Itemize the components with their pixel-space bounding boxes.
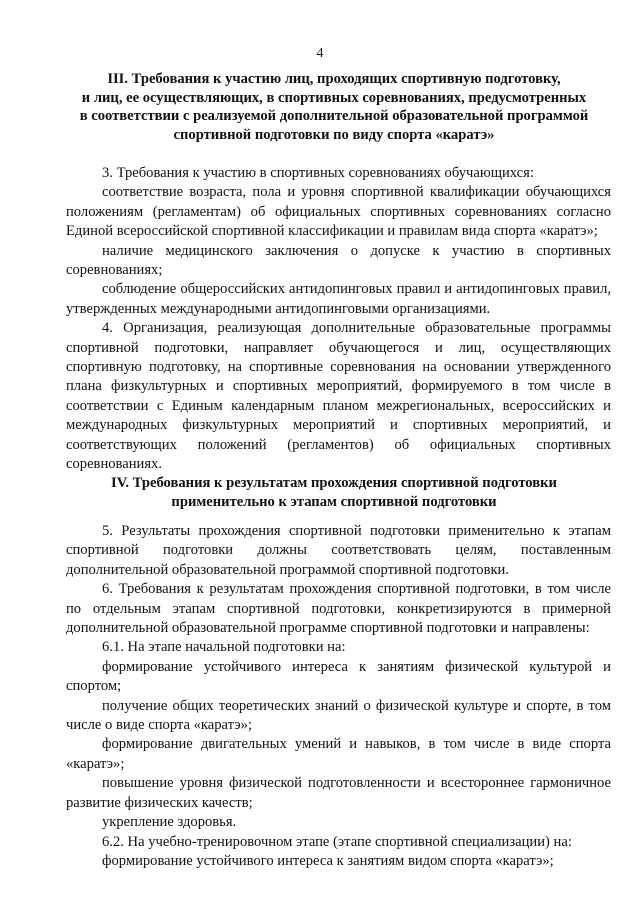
paragraph: 4. Организация, реализующая дополнительные образовательные программы спортивной подготовки, направляет обучающегося и лиц, осуществляющих спортивную подготовку, на спортивные соревнования на основании утвержденного плана физкультурных и спортивных мероприятий, формируемого в том числе в соответствии с Единым календарным планом межрегиональных, всероссийских и международных физкультурных мероприятий и спортивных мероприятий, и соответствующих положений (регламентов) об официальных спортивных соревнованиях. — [66, 320, 611, 473]
paragraph: 6. Требования к результатам прохождения спортивной подготовки, в том числе по отдельным этапам спортивной подготовки, конкретизируются в примерной дополнительной образовательной программе спортивной подготовки и направлены: — [66, 581, 611, 637]
paragraph: формирование устойчивого интереса к занятиям физической культурой и спортом; — [66, 658, 611, 695]
paragraph: наличие медицинского заключения о допуске к участию в спортивных соревнованиях; — [66, 242, 611, 279]
section-3-heading — [58, 70, 610, 144]
heading-line: IV. Требования к результатам прохождения спортивной подготовки — [111, 475, 557, 491]
paragraph: повышение уровня физической подготовленности и всестороннее гармоничное развитие физических качеств; — [66, 775, 611, 811]
paragraph: 3. Требования к участию в спортивных соревнованиях обучающихся: — [102, 165, 534, 181]
paragraph: формирование устойчивого интереса к занятиям видом спорта «каратэ»; — [102, 852, 554, 869]
heading-line: в соответствии с реализуемой дополнительной образовательной программой — [79, 108, 589, 124]
paragraph: формирование двигательных умений и навыков, в том числе в виде спорта «каратэ»; — [66, 736, 611, 772]
paragraph: получение общих теоретических знаний о физической культуре и спорте, в том числе о виде спорта «каратэ»; — [66, 697, 611, 734]
paragraph: 6.2. На учебно-тренировочном этапе (этапе спортивной специализации) на: — [102, 833, 572, 850]
paragraph: укрепление здоровья. — [102, 814, 237, 831]
paragraph: соответствие возраста, пола и уровня спортивной квалификации обучающихся положениям (регламентам) об официальных спортивных соревнованиях согласно Единой всероссийской спортивной классификации и правилам вида спорта «каратэ»; — [66, 184, 611, 240]
heading-line: спортивной подготовки по виду спорта «каратэ» — [173, 126, 495, 143]
section-4-body — [66, 522, 611, 871]
paragraph: 6.1. На этапе начальной подготовки на: — [102, 639, 346, 656]
paragraph: 5. Результаты прохождения спортивной подготовки применительно к этапам спортивной подготовки должны соответствовать целям, поставленным дополнительной образовательной программой спортивной подготовки. — [66, 523, 611, 578]
paragraph: соблюдение общероссийских антидопинговых правил и антидопинговых правил, утвержденных международными антидопинговыми организациями. — [66, 281, 611, 317]
heading-line: применительно к этапам спортивной подготовки — [171, 493, 497, 510]
heading-line: и лиц, ее осуществляющих, в спортивных соревнованиях, предусмотренных — [81, 89, 587, 106]
section-4-heading — [58, 474, 610, 511]
heading-line: III. Требования к участию лиц, проходящих спортивную подготовку, — [107, 71, 561, 87]
page-number: 4 — [316, 46, 324, 61]
section-3-body — [66, 164, 611, 475]
